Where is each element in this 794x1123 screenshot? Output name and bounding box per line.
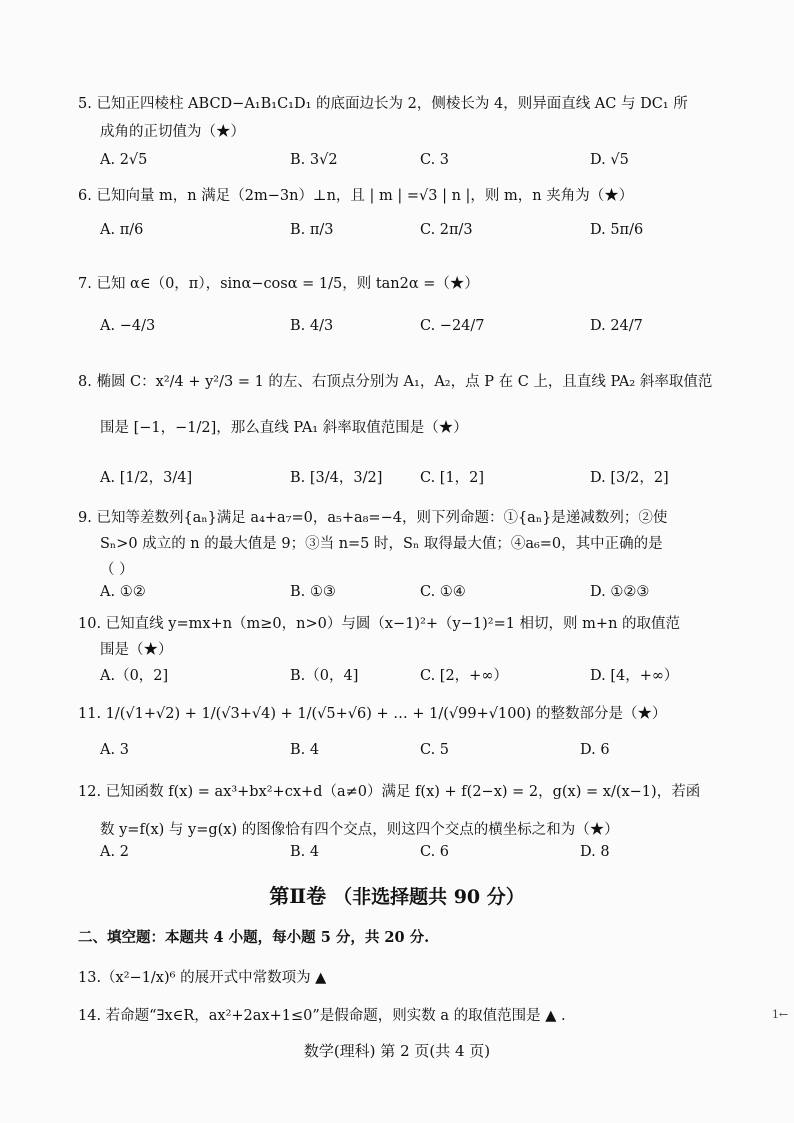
q12-option-c: C. 6 — [420, 844, 450, 860]
q6-option-c: C. 2π/3 — [420, 222, 473, 238]
q9-line-3: （ ） — [100, 562, 134, 578]
q6-option-d: D. 5π/6 — [590, 222, 644, 238]
q12-line-2: 数 y=f(x) 与 y=g(x) 的图像恰有四个交点，则这四个交点的横坐标之和为（★） — [100, 822, 619, 838]
q6-line-1: 6. 已知向量 m，n 满足（2m−3n）⊥n，且 | m | =√3 | n |，则 m，n 夹角为（★） — [78, 188, 634, 204]
q5-option-b: B. 3√2 — [290, 152, 338, 168]
q9-option-a: A. ①② — [100, 584, 146, 600]
q5-option-c: C. 3 — [420, 152, 450, 168]
q10-option-a: A.（0，2] — [100, 668, 169, 684]
q12-option-b: B. 4 — [290, 844, 320, 860]
section-2-title — [0, 880, 794, 909]
q8-option-d: D. [3/2，2] — [590, 470, 669, 486]
q7-option-a: A. −4/3 — [100, 318, 156, 334]
q10-line-1: 10. 已知直线 y=mx+n（m≥0，n>0）与圆（x−1)²+（y−1)²=1 相切，则 m+n 的取值范 — [78, 616, 681, 632]
q5-option-a: A. 2√5 — [100, 152, 148, 168]
q11-option-b: B. 4 — [290, 742, 320, 758]
page-footer: 数学(理科) 第 2 页(共 4 页) — [303, 1042, 491, 1060]
q7-option-c: C. −24/7 — [420, 318, 485, 334]
q8-line-2: 围是 [−1，−1/2]，那么直线 PA₁ 斜率取值范围是（★） — [100, 420, 468, 436]
q8-option-c: C. [1，2] — [420, 470, 485, 486]
q12-line-1: 12. 已知函数 f(x) = ax³+bx²+cx+d（a≠0）满足 f(x) + f(2−x) = 2，g(x) = x/(x−1)，若函 — [78, 784, 701, 800]
q8-option-a: A. [1/2，3/4] — [100, 470, 193, 486]
section-2-main-title: 第Ⅱ卷 — [269, 884, 327, 908]
q9-line-1: 9. 已知等差数列{aₙ}满足 a₄+a₇=0，a₅+a₈=−4，则下列命题：①{aₙ}是递减数列；②使 — [78, 510, 668, 526]
q11-line-1: 11. 1/(√1+√2) + 1/(√3+√4) + 1/(√5+√6) + … + 1/(√99+√100) 的整数部分是（★） — [78, 706, 667, 722]
q11-option-d: D. 6 — [580, 742, 610, 758]
q10-line-2: 围是（★） — [100, 642, 173, 658]
q9-line-2: Sₙ>0 成立的 n 的最大值是 9；③当 n=5 时，Sₙ 取得最大值；④a₆=0，其中正确的是 — [100, 536, 663, 552]
corner-mark: 1← — [772, 1008, 789, 1021]
q14-text: 14. 若命题“∃x∈R，ax²+2ax+1≤0”是假命题，则实数 a 的取值范围是 ▲ . — [78, 1008, 566, 1024]
q5-option-d: D. √5 — [590, 152, 629, 168]
q7-option-d: D. 24/7 — [590, 318, 643, 334]
q8-line-1: 8. 椭圆 C：x²/4 + y²/3 = 1 的左、右顶点分别为 A₁，A₂，点 P 在 C 上，且直线 PA₂ 斜率取值范 — [78, 374, 713, 390]
section-2-subtitle: （非选择题共 90 分） — [333, 886, 525, 908]
q12-option-d: D. 8 — [580, 844, 610, 860]
q12-option-a: A. 2 — [100, 844, 129, 860]
q13-text: 13.（x²−1/x)⁶ 的展开式中常数项为 ▲ — [78, 970, 327, 986]
q10-option-c: C. [2，+∞） — [420, 668, 508, 684]
q11-option-c: C. 5 — [420, 742, 450, 758]
q9-option-c: C. ①④ — [420, 584, 466, 600]
fill-section-heading: 二、填空题：本题共 4 小题，每小题 5 分，共 20 分. — [78, 929, 430, 946]
q11-option-a: A. 3 — [100, 742, 129, 758]
q5-line-2: 成角的正切值为（★） — [100, 124, 245, 140]
q6-option-a: A. π/6 — [100, 222, 144, 238]
q8-option-b: B. [3/4，3/2] — [290, 470, 383, 486]
q5-line-1: 5. 已知正四棱柱 ABCD−A₁B₁C₁D₁ 的底面边长为 2，侧棱长为 4，则异面直线 AC 与 DC₁ 所 — [78, 96, 688, 112]
q9-option-b: B. ①③ — [290, 584, 336, 600]
q6-option-b: B. π/3 — [290, 222, 334, 238]
q10-option-d: D. [4，+∞） — [590, 668, 679, 684]
q7-line-1: 7. 已知 α∈（0，π），sinα−cosα = 1/5，则 tan2α =（★） — [78, 276, 479, 292]
q9-option-d: D. ①②③ — [590, 584, 650, 600]
q7-option-b: B. 4/3 — [290, 318, 334, 334]
q10-option-b: B.（0，4] — [290, 668, 359, 684]
